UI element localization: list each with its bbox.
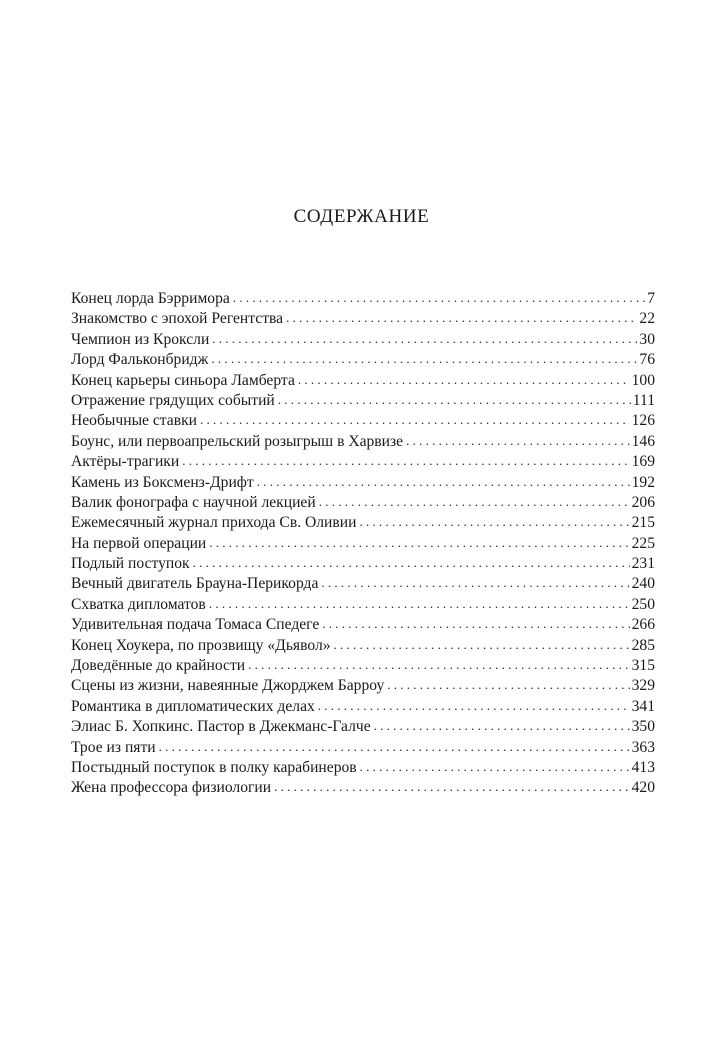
dot-leader — [193, 553, 630, 573]
toc-entry-page: 285 — [631, 636, 655, 654]
toc-entry — [71, 411, 655, 431]
toc-entry-page: 169 — [631, 453, 655, 471]
dot-leader — [387, 675, 629, 695]
toc-entry — [71, 636, 655, 656]
toc-entry-page: 215 — [631, 514, 655, 532]
toc-entry — [71, 452, 655, 472]
toc-entry-page: 100 — [631, 371, 655, 389]
toc-entry — [71, 615, 655, 635]
toc-entry-page: 315 — [631, 657, 655, 675]
toc-entry-page: 111 — [632, 391, 655, 409]
toc-entry — [71, 432, 655, 452]
toc-entry-title: На первой операции — [71, 534, 207, 552]
toc-entry-title: Ежемесячный журнал прихода Св. Оливии — [71, 514, 357, 532]
dot-leader — [212, 329, 637, 349]
dot-leader — [211, 349, 637, 369]
page-title: СОДЕРЖАНИЕ — [293, 206, 430, 227]
dot-leader — [321, 573, 629, 593]
toc-entry-page: 225 — [631, 534, 655, 552]
toc-entry — [71, 371, 655, 391]
dot-leader — [322, 614, 629, 634]
toc-entry-title: Сцены из жизни, навеянные Джорджем Барроу — [71, 677, 385, 695]
toc-entry-page: 240 — [631, 575, 655, 593]
toc-entry-title: Вечный двигатель Брауна-Перикорда — [71, 575, 319, 593]
toc-entry-title: Подлый поступок — [71, 555, 190, 573]
dot-leader — [334, 635, 630, 655]
dot-leader — [182, 451, 629, 471]
dot-leader — [248, 655, 629, 675]
toc-entry — [71, 554, 655, 574]
toc-entry-title: Конец карьеры синьора Ламберта — [71, 371, 295, 389]
toc-entry-page: 76 — [639, 351, 655, 369]
toc-entry-title: Трое из пяти — [71, 738, 156, 756]
toc-entry-title: Доведённые до крайности — [71, 657, 246, 675]
toc-entry-title: Конец Хоукера, по прозвищу «Дьявол» — [71, 636, 331, 654]
toc-entry-page: 22 — [639, 310, 655, 328]
toc-entry — [71, 738, 655, 758]
toc-entry — [71, 289, 655, 309]
toc-entry-page: 329 — [631, 677, 655, 695]
dot-leader — [318, 696, 630, 716]
toc-entry-page: 192 — [631, 473, 655, 491]
toc-entry-title: Конец лорда Бэрримора — [71, 290, 230, 307]
dot-leader — [209, 594, 630, 614]
toc-entry-title: Жена профессора физиологии — [71, 779, 272, 797]
toc-entry-page: 146 — [631, 432, 655, 450]
dot-leader — [286, 308, 637, 328]
toc-entry-title: Необычные ставки — [71, 412, 198, 430]
toc-entry-page: 363 — [631, 738, 655, 756]
dot-leader — [257, 472, 630, 492]
toc-entry-title: Романтика в дипломатических делах — [71, 697, 315, 715]
toc-entry-page: 350 — [631, 718, 655, 736]
toc-entry-title: Камень из Боксменз-Дрифт — [71, 473, 254, 491]
toc-entry-title: Схватка дипломатов — [71, 595, 206, 613]
toc-entry — [71, 676, 655, 696]
toc-entry-title: Удивительная подача Томаса Спедеге — [71, 616, 320, 634]
toc-entry-page: 126 — [631, 412, 655, 430]
toc-entry-page: 7 — [647, 290, 655, 307]
toc-entry-page: 413 — [631, 758, 655, 776]
toc-entry — [71, 574, 655, 594]
toc-entry — [71, 717, 655, 737]
toc-entry-page: 231 — [631, 555, 655, 573]
toc-entry-page: 341 — [631, 697, 655, 715]
toc-entry-title: Боунс, или первоапрельский розыгрыш в Харвизе — [71, 432, 404, 450]
toc-entry-page: 266 — [631, 616, 655, 634]
toc-entry — [71, 493, 655, 513]
dot-leader — [200, 410, 630, 430]
toc-entry — [71, 697, 655, 717]
dot-leader — [274, 777, 630, 797]
toc-entry — [71, 595, 655, 615]
dot-leader — [359, 512, 629, 532]
toc-entry — [71, 656, 655, 676]
table-of-contents — [71, 289, 655, 799]
dot-leader — [233, 288, 645, 308]
dot-leader — [209, 533, 629, 553]
dot-leader — [360, 757, 630, 777]
toc-entry — [71, 534, 655, 554]
toc-entry-page: 250 — [631, 595, 655, 613]
toc-entry-title: Отражение грядущих событий — [71, 391, 275, 409]
dot-leader — [159, 737, 630, 757]
dot-leader — [406, 431, 630, 451]
toc-entry — [71, 758, 655, 778]
dot-leader — [374, 716, 630, 736]
toc-entry-page: 206 — [631, 493, 655, 511]
toc-entry-page: 30 — [639, 330, 655, 348]
toc-entry-title: Элиас Б. Хопкинс. Пастор в Джекманс-Галче — [71, 718, 371, 736]
toc-entry-title: Знакомство с эпохой Регентства — [71, 310, 284, 328]
toc-entry-page: 420 — [631, 779, 655, 797]
dot-leader — [278, 390, 631, 410]
toc-entry — [71, 330, 655, 350]
dot-leader — [298, 370, 630, 390]
toc-entry — [71, 391, 655, 411]
toc-entry-title: Актёры-трагики — [71, 453, 180, 471]
toc-entry — [71, 513, 655, 533]
toc-entry-title: Валик фонографа с научной лекцией — [71, 493, 316, 511]
toc-entry-title: Чемпион из Кроксли — [71, 330, 210, 348]
toc-entry-title: Лорд Фальконбридж — [71, 351, 209, 369]
toc-entry — [71, 309, 655, 329]
dot-leader — [319, 492, 630, 512]
toc-entry — [71, 350, 655, 370]
toc-entry — [71, 778, 655, 798]
toc-entry-title: Постыдный поступок в полку карабинеров — [71, 758, 357, 776]
toc-entry — [71, 473, 655, 493]
